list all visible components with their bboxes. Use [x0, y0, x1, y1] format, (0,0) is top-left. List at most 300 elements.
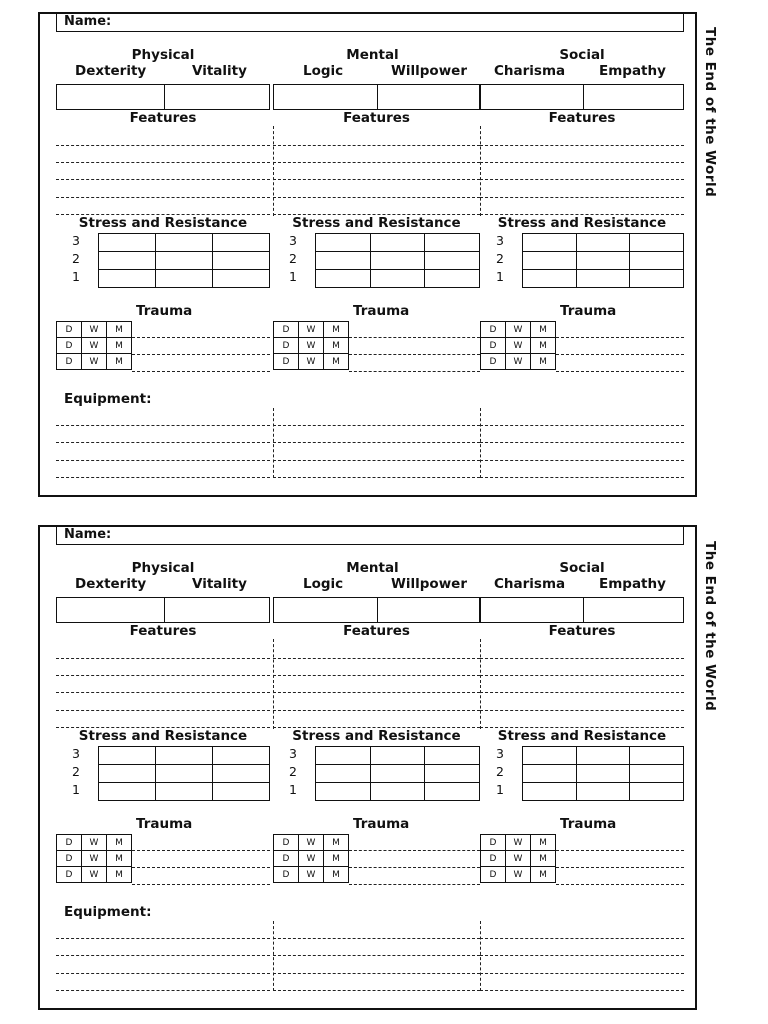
trauma-checkbox[interactable]: D	[57, 835, 82, 851]
stress-box[interactable]	[370, 234, 425, 252]
features-line[interactable]	[56, 145, 270, 146]
stress-level-number: 1	[289, 269, 297, 284]
stress-box[interactable]	[99, 252, 156, 270]
attribute-score-box[interactable]	[480, 597, 684, 623]
stress-row	[523, 252, 684, 270]
trauma-checkbox[interactable]: M	[531, 338, 556, 354]
stress-box[interactable]	[630, 270, 684, 288]
trauma-checkbox[interactable]: M	[324, 322, 349, 338]
stress-box[interactable]	[213, 270, 270, 288]
stress-title: Stress and Resistance	[78, 728, 248, 744]
trauma-note-line[interactable]	[349, 867, 480, 868]
trauma-note-line[interactable]	[132, 884, 270, 885]
stress-box[interactable]	[99, 234, 156, 252]
trauma-checkbox[interactable]: D	[481, 867, 506, 883]
stress-row	[99, 234, 270, 252]
trauma-note-line[interactable]	[132, 354, 270, 355]
trauma-checkbox[interactable]: W	[506, 338, 531, 354]
features-line[interactable]	[56, 179, 270, 180]
trauma-note-line[interactable]	[349, 337, 480, 338]
attribute-group	[480, 14, 684, 494]
trauma-checkbox[interactable]: D	[57, 867, 82, 883]
trauma-checkbox[interactable]: W	[506, 851, 531, 867]
stress-row	[523, 234, 684, 252]
features-line[interactable]	[480, 145, 684, 146]
category-title: Mental	[346, 560, 399, 576]
trauma-checkbox[interactable]: W	[506, 867, 531, 883]
sheet-side-title: The End of the World	[702, 27, 718, 198]
stress-box[interactable]	[99, 783, 156, 801]
stress-box[interactable]	[576, 270, 630, 288]
column-divider	[273, 921, 274, 991]
attribute-label: Vitality	[192, 576, 247, 592]
trauma-checkbox[interactable]: M	[531, 322, 556, 338]
features-line[interactable]	[480, 675, 684, 676]
trauma-grid	[56, 834, 132, 883]
trauma-row	[274, 354, 349, 370]
attribute-label: Empathy	[599, 63, 666, 79]
trauma-checkbox[interactable]: M	[107, 867, 132, 883]
stress-box[interactable]	[523, 765, 577, 783]
name-label: Name:	[64, 527, 112, 542]
stress-box[interactable]	[316, 783, 371, 801]
attribute-box-divider	[377, 85, 378, 109]
equipment-label: Equipment:	[64, 904, 152, 920]
trauma-checkbox[interactable]: W	[82, 851, 107, 867]
equipment-line[interactable]	[56, 477, 270, 478]
features-line[interactable]	[56, 710, 270, 711]
stress-row	[523, 765, 684, 783]
trauma-grid	[273, 321, 349, 370]
attribute-score-box[interactable]	[56, 84, 270, 110]
stress-box[interactable]	[316, 270, 371, 288]
trauma-checkbox[interactable]: W	[82, 835, 107, 851]
stress-box[interactable]	[425, 783, 480, 801]
stress-box[interactable]	[213, 252, 270, 270]
stress-level-number: 1	[72, 269, 80, 284]
attribute-box-divider	[583, 85, 584, 109]
stress-level-number: 2	[289, 251, 297, 266]
trauma-checkbox[interactable]: W	[82, 322, 107, 338]
trauma-note-line[interactable]	[556, 850, 684, 851]
trauma-row	[274, 851, 349, 867]
stress-box[interactable]	[156, 783, 213, 801]
stress-grid	[98, 233, 270, 288]
trauma-checkbox[interactable]: W	[299, 867, 324, 883]
stress-box[interactable]	[576, 252, 630, 270]
stress-box[interactable]	[425, 270, 480, 288]
stress-box[interactable]	[156, 765, 213, 783]
stress-level-number: 1	[72, 782, 80, 797]
trauma-checkbox[interactable]: M	[324, 851, 349, 867]
equipment-line[interactable]	[480, 425, 684, 426]
trauma-note-line[interactable]	[349, 371, 480, 372]
equipment-line[interactable]	[56, 973, 270, 974]
attribute-group	[273, 527, 480, 1007]
stress-box[interactable]	[425, 765, 480, 783]
trauma-note-line[interactable]	[132, 371, 270, 372]
stress-row	[523, 783, 684, 801]
trauma-note-line[interactable]	[132, 337, 270, 338]
trauma-checkbox[interactable]: M	[107, 338, 132, 354]
features-line[interactable]	[56, 675, 270, 676]
trauma-checkbox[interactable]: M	[531, 354, 556, 370]
stress-row	[99, 783, 270, 801]
trauma-row	[481, 835, 556, 851]
stress-box[interactable]	[213, 747, 270, 765]
stress-grid	[522, 233, 684, 288]
equipment-line[interactable]	[56, 425, 270, 426]
stress-box[interactable]	[523, 783, 577, 801]
trauma-title: Trauma	[353, 303, 410, 319]
stress-level-number: 3	[72, 233, 80, 248]
category-title: Mental	[346, 47, 399, 63]
stress-box[interactable]	[99, 270, 156, 288]
trauma-row	[57, 851, 132, 867]
stress-box[interactable]	[576, 747, 630, 765]
trauma-checkbox[interactable]: D	[274, 322, 299, 338]
equipment-line[interactable]	[273, 442, 480, 443]
equipment-line[interactable]	[56, 955, 270, 956]
equipment-line[interactable]	[273, 477, 480, 478]
stress-level-number: 2	[289, 764, 297, 779]
trauma-row	[57, 835, 132, 851]
stress-level-number: 2	[496, 251, 504, 266]
attribute-label: Dexterity	[75, 63, 147, 79]
stress-box[interactable]	[370, 252, 425, 270]
features-line[interactable]	[480, 692, 684, 693]
trauma-row	[57, 354, 132, 370]
trauma-grid	[273, 834, 349, 883]
stress-row	[316, 747, 480, 765]
trauma-row	[57, 322, 132, 338]
features-line[interactable]	[56, 692, 270, 693]
stress-grid	[522, 746, 684, 801]
trauma-checkbox[interactable]: W	[506, 835, 531, 851]
attribute-group	[480, 527, 684, 1007]
stress-row	[99, 270, 270, 288]
stress-row	[99, 747, 270, 765]
trauma-row	[481, 338, 556, 354]
trauma-row	[274, 322, 349, 338]
stress-level-number: 3	[496, 233, 504, 248]
trauma-checkbox[interactable]: D	[274, 851, 299, 867]
stress-row	[316, 252, 480, 270]
attribute-group	[56, 527, 270, 1007]
trauma-checkbox[interactable]: D	[481, 835, 506, 851]
column-divider	[480, 639, 481, 729]
features-line[interactable]	[273, 675, 480, 676]
equipment-label: Equipment:	[64, 391, 152, 407]
trauma-row	[481, 322, 556, 338]
equipment-line[interactable]	[480, 973, 684, 974]
stress-row	[99, 765, 270, 783]
trauma-row	[57, 338, 132, 354]
attribute-score-box[interactable]	[273, 84, 480, 110]
sheet-side-title: The End of the World	[702, 541, 718, 712]
features-title: Features	[343, 623, 410, 639]
column-divider	[480, 921, 481, 991]
trauma-checkbox[interactable]: M	[324, 867, 349, 883]
attribute-box-divider	[583, 598, 584, 622]
features-line[interactable]	[273, 658, 480, 659]
category-title: Physical	[131, 47, 195, 63]
stress-box[interactable]	[576, 765, 630, 783]
trauma-note-line[interactable]	[349, 884, 480, 885]
trauma-grid	[56, 321, 132, 370]
attribute-score-box[interactable]	[480, 84, 684, 110]
equipment-line[interactable]	[56, 460, 270, 461]
stress-box[interactable]	[156, 252, 213, 270]
trauma-row	[57, 867, 132, 883]
stress-box[interactable]	[425, 234, 480, 252]
attribute-group	[273, 14, 480, 494]
stress-box[interactable]	[316, 747, 371, 765]
features-line[interactable]	[273, 179, 480, 180]
stress-level-number: 1	[496, 782, 504, 797]
trauma-checkbox[interactable]: W	[506, 354, 531, 370]
trauma-checkbox[interactable]: D	[57, 322, 82, 338]
column-divider	[273, 126, 274, 216]
stress-box[interactable]	[213, 765, 270, 783]
attribute-score-box[interactable]	[56, 597, 270, 623]
stress-level-number: 3	[289, 233, 297, 248]
stress-level-number: 1	[496, 269, 504, 284]
attribute-label: Dexterity	[75, 576, 147, 592]
stress-box[interactable]	[99, 765, 156, 783]
attribute-label: Empathy	[599, 576, 666, 592]
trauma-checkbox[interactable]: W	[82, 338, 107, 354]
trauma-grid	[480, 321, 556, 370]
column-divider	[480, 126, 481, 216]
features-title: Features	[129, 110, 197, 126]
trauma-checkbox[interactable]: W	[506, 322, 531, 338]
trauma-title: Trauma	[136, 303, 193, 319]
stress-row	[316, 783, 480, 801]
stress-box[interactable]	[370, 783, 425, 801]
trauma-checkbox[interactable]: M	[107, 354, 132, 370]
stress-box[interactable]	[370, 765, 425, 783]
trauma-note-line[interactable]	[132, 850, 270, 851]
trauma-note-line[interactable]	[132, 867, 270, 868]
trauma-checkbox[interactable]: M	[107, 851, 132, 867]
stress-row	[316, 234, 480, 252]
stress-grid	[98, 746, 270, 801]
stress-row	[523, 270, 684, 288]
features-line[interactable]	[273, 197, 480, 198]
stress-box[interactable]	[316, 252, 371, 270]
attribute-score-box[interactable]	[273, 597, 480, 623]
stress-row	[316, 270, 480, 288]
trauma-row	[481, 867, 556, 883]
trauma-checkbox[interactable]: D	[274, 354, 299, 370]
stress-grid	[315, 746, 480, 801]
name-label: Name:	[64, 14, 112, 29]
column-divider	[273, 408, 274, 478]
equipment-line[interactable]	[273, 425, 480, 426]
column-divider	[273, 639, 274, 729]
stress-box[interactable]	[370, 270, 425, 288]
equipment-line[interactable]	[273, 460, 480, 461]
stress-grid	[315, 233, 480, 288]
trauma-note-line[interactable]	[556, 337, 684, 338]
equipment-line[interactable]	[273, 973, 480, 974]
features-line[interactable]	[480, 162, 684, 163]
trauma-checkbox[interactable]: M	[531, 835, 556, 851]
features-line[interactable]	[480, 197, 684, 198]
trauma-row	[274, 338, 349, 354]
trauma-checkbox[interactable]: D	[481, 338, 506, 354]
stress-box[interactable]	[213, 783, 270, 801]
stress-box[interactable]	[523, 252, 577, 270]
equipment-line[interactable]	[56, 442, 270, 443]
trauma-checkbox[interactable]: D	[481, 322, 506, 338]
trauma-checkbox[interactable]: W	[299, 354, 324, 370]
stress-level-number: 2	[496, 764, 504, 779]
equipment-line[interactable]	[56, 938, 270, 939]
stress-box[interactable]	[630, 252, 684, 270]
features-line[interactable]	[56, 162, 270, 163]
trauma-checkbox[interactable]: W	[82, 354, 107, 370]
trauma-checkbox[interactable]: D	[274, 338, 299, 354]
features-line[interactable]	[480, 179, 684, 180]
stress-row	[316, 765, 480, 783]
features-line[interactable]	[480, 658, 684, 659]
trauma-note-line[interactable]	[556, 867, 684, 868]
attribute-box-divider	[164, 598, 165, 622]
equipment-line[interactable]	[480, 938, 684, 939]
trauma-title: Trauma	[560, 816, 617, 832]
attribute-label: Logic	[303, 63, 344, 79]
attribute-label: Willpower	[391, 576, 467, 592]
features-line[interactable]	[273, 162, 480, 163]
stress-level-number: 3	[496, 746, 504, 761]
trauma-checkbox[interactable]: M	[324, 338, 349, 354]
attribute-label: Willpower	[391, 63, 467, 79]
features-title: Features	[548, 110, 616, 126]
attribute-group	[56, 14, 270, 494]
features-line[interactable]	[56, 197, 270, 198]
trauma-checkbox[interactable]: W	[82, 867, 107, 883]
trauma-checkbox[interactable]: M	[531, 851, 556, 867]
stress-box[interactable]	[213, 234, 270, 252]
attribute-box-divider	[164, 85, 165, 109]
trauma-checkbox[interactable]: W	[299, 851, 324, 867]
trauma-checkbox[interactable]: D	[481, 354, 506, 370]
trauma-checkbox[interactable]: W	[299, 338, 324, 354]
trauma-checkbox[interactable]: D	[274, 867, 299, 883]
stress-box[interactable]	[630, 747, 684, 765]
stress-row	[523, 747, 684, 765]
stress-level-number: 1	[289, 782, 297, 797]
stress-box[interactable]	[425, 747, 480, 765]
trauma-checkbox[interactable]: W	[299, 835, 324, 851]
trauma-row	[274, 867, 349, 883]
stress-row	[99, 252, 270, 270]
trauma-row	[481, 851, 556, 867]
character-sheet	[38, 12, 697, 497]
trauma-row	[274, 835, 349, 851]
features-line[interactable]	[273, 692, 480, 693]
category-title: Social	[559, 560, 605, 576]
trauma-checkbox[interactable]: D	[274, 835, 299, 851]
stress-box[interactable]	[370, 747, 425, 765]
trauma-checkbox[interactable]: D	[57, 354, 82, 370]
features-title: Features	[343, 110, 410, 126]
equipment-line[interactable]	[480, 442, 684, 443]
stress-box[interactable]	[156, 270, 213, 288]
stress-box[interactable]	[630, 783, 684, 801]
category-title: Social	[559, 47, 605, 63]
trauma-checkbox[interactable]: M	[531, 867, 556, 883]
stress-box[interactable]	[576, 783, 630, 801]
trauma-checkbox[interactable]: D	[481, 851, 506, 867]
features-line[interactable]	[480, 710, 684, 711]
equipment-line[interactable]	[480, 990, 684, 991]
stress-level-number: 3	[289, 746, 297, 761]
trauma-checkbox[interactable]: D	[57, 851, 82, 867]
features-title: Features	[129, 623, 197, 639]
attribute-box-divider	[377, 598, 378, 622]
trauma-checkbox[interactable]: M	[324, 835, 349, 851]
stress-box[interactable]	[316, 234, 371, 252]
features-line[interactable]	[273, 145, 480, 146]
trauma-row	[481, 354, 556, 370]
stress-box[interactable]	[576, 234, 630, 252]
stress-box[interactable]	[99, 747, 156, 765]
character-sheet	[38, 525, 697, 1010]
trauma-checkbox[interactable]: M	[107, 322, 132, 338]
stress-level-number: 2	[72, 251, 80, 266]
features-line[interactable]	[273, 710, 480, 711]
equipment-line[interactable]	[480, 477, 684, 478]
stress-title: Stress and Resistance	[497, 728, 667, 744]
equipment-line[interactable]	[273, 990, 480, 991]
stress-level-number: 2	[72, 764, 80, 779]
equipment-line[interactable]	[273, 938, 480, 939]
trauma-note-line[interactable]	[349, 354, 480, 355]
trauma-checkbox[interactable]: M	[107, 835, 132, 851]
attribute-label: Vitality	[192, 63, 247, 79]
trauma-title: Trauma	[560, 303, 617, 319]
attribute-label: Charisma	[494, 63, 566, 79]
stress-title: Stress and Resistance	[497, 215, 667, 231]
trauma-note-line[interactable]	[556, 884, 684, 885]
stress-box[interactable]	[630, 234, 684, 252]
stress-box[interactable]	[630, 765, 684, 783]
equipment-line[interactable]	[273, 955, 480, 956]
equipment-line[interactable]	[56, 990, 270, 991]
trauma-note-line[interactable]	[349, 850, 480, 851]
trauma-checkbox[interactable]: M	[324, 354, 349, 370]
stress-box[interactable]	[523, 747, 577, 765]
trauma-title: Trauma	[353, 816, 410, 832]
stress-box[interactable]	[156, 234, 213, 252]
stress-box[interactable]	[523, 234, 577, 252]
trauma-note-line[interactable]	[556, 354, 684, 355]
trauma-checkbox[interactable]: D	[57, 338, 82, 354]
stress-box[interactable]	[425, 252, 480, 270]
features-line[interactable]	[56, 658, 270, 659]
stress-title: Stress and Resistance	[292, 728, 461, 744]
equipment-line[interactable]	[480, 955, 684, 956]
stress-box[interactable]	[316, 765, 371, 783]
equipment-line[interactable]	[480, 460, 684, 461]
stress-box[interactable]	[156, 747, 213, 765]
trauma-checkbox[interactable]: W	[299, 322, 324, 338]
trauma-note-line[interactable]	[556, 371, 684, 372]
stress-box[interactable]	[523, 270, 577, 288]
